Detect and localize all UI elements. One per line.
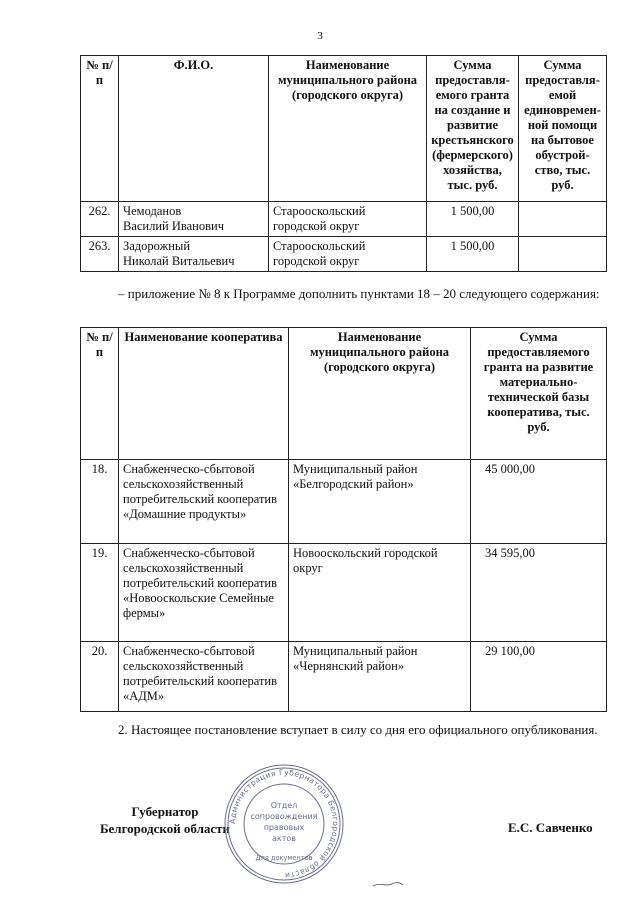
cooperatives-table [80,327,607,712]
district-name: Старооскольский городской округ [269,237,427,272]
recipient-name: Чемоданов Василий Иванович [119,202,269,237]
table-header-row [81,328,607,460]
cooperative-name: Снабженческо-сбытовой сельскохозяйственный потребительский кооператив «АДМ» [119,642,289,712]
grant-amount: 29 100,00 [471,642,607,712]
column-header-household-aid: Сумма предоставля-емой единовремен-ной помощи на бытовое обустрой-ство, тыс. руб. [519,56,607,202]
stamp-line-4: актов [271,834,297,843]
final-clause: 2. Настоящее постановление вступает в силу со дня его официального опубликования. [118,722,598,737]
row-number: 18. [81,460,119,544]
pen-mark [372,880,404,888]
recipients-table [80,55,607,272]
column-header-mtb-grant: Сумма предоставляемого гранта на развитие материально-технической базы кооператива, тыс. руб. [471,328,607,460]
table-row [81,544,607,642]
signatory-title: Губернатор Белгородской области [99,804,231,836]
district-name: Муниципальный район «Чернянский район» [289,642,471,712]
column-header-full-name: Ф.И.О. [119,56,269,202]
official-stamp [222,762,346,886]
signatory-name: Е.С. Савченко [508,820,593,835]
row-number: 19. [81,544,119,642]
stamp-line-1: Отдел [270,801,298,810]
row-number: 20. [81,642,119,712]
page-number: 3 [317,30,323,42]
table-header-row [81,56,607,202]
cooperative-name: Снабженческо-сбытовой сельскохозяйственный потребительский кооператив «Домашние продукты» [119,460,289,544]
farm-grant-amount: 1 500,00 [427,237,519,272]
stamp-bottom-text: Для документов [255,854,313,862]
column-header-number: № п/п [81,328,119,460]
table-row [81,642,607,712]
cooperative-name: Снабженческо-сбытовой сельскохозяйственный потребительский кооператив «Новооскольские Семейные фермы» [119,544,289,642]
recipient-name: Задорожный Николай Витальевич [119,237,269,272]
district-name: Старооскольский городской округ [269,202,427,237]
household-aid-amount [519,202,607,237]
grant-amount: 45 000,00 [471,460,607,544]
column-header-cooperative: Наименование кооператива [119,328,289,460]
table-row [81,237,607,272]
row-number: 262. [81,202,119,237]
row-number: 263. [81,237,119,272]
table-row [81,202,607,237]
stamp-line-2: сопровождения [250,812,318,821]
household-aid-amount [519,237,607,272]
farm-grant-amount: 1 500,00 [427,202,519,237]
table-row [81,460,607,544]
column-header-district: Наименование муниципального района (городского округа) [289,328,471,460]
grant-amount: 34 595,00 [471,544,607,642]
column-header-farm-grant: Сумма предоставля-емого гранта на создание и развитие крестьянского (фермерского) хозяйства, тыс. руб. [427,56,519,202]
district-name: Новооскольский городской округ [289,544,471,642]
district-name: Муниципальный район «Белгородский район» [289,460,471,544]
column-header-number: № п/п [81,56,119,202]
stamp-line-3: правовых [263,823,305,832]
appendix-note: – приложение № 8 к Программе дополнить пунктами 18 – 20 следующего содержания: [118,286,600,301]
stamp-ring-text: Администрация Губернатора Белгородской области [227,767,341,881]
column-header-district: Наименование муниципального района (городского округа) [269,56,427,202]
